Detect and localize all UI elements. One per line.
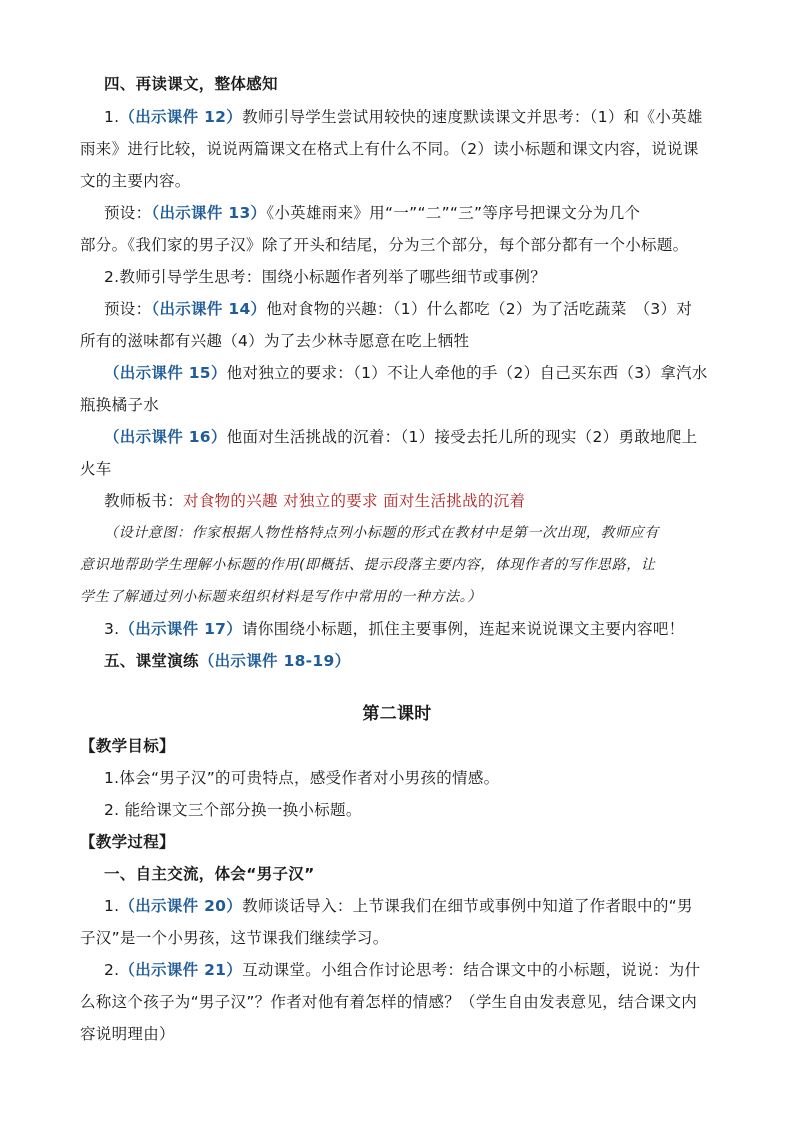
preset2-text1: 他对食物的兴趣：（1）什么都吃（2）为了活吃蔬菜 （3）对: [266, 300, 693, 318]
goals-heading: 【教学目标】: [80, 737, 175, 755]
cue16-text1: 他面对生活挑战的沉着：（1）接受去托儿所的现实（2）勇敢地爬上: [226, 428, 698, 446]
item1-text1: 教师引导学生尝试用较快的速度默读课文并思考：（1）和《小英雄: [242, 108, 703, 126]
preset1-label: 预设：: [104, 204, 152, 222]
cue16-line1: [104, 421, 794, 453]
board-content: 对食物的兴趣 对独立的要求 面对生活挑战的沉着: [183, 492, 526, 510]
cue15-line2: 瓶换橘子水: [80, 396, 160, 414]
p2-line1: [104, 954, 794, 986]
cue-14: （出示课件 14）: [151, 300, 267, 318]
preset2-line1: [104, 293, 794, 325]
design-note-line2: 意识地帮助学生理解小标题的作用(即概括、提示段落主要内容，体现作者的写作思路，让: [80, 557, 656, 573]
item3-line: [104, 613, 794, 645]
item1-line2: 雨来》进行比较，说说两篇课文在格式上有什么不同。（2）读小标题和课文内容，说说课: [80, 140, 699, 158]
item1-num: 1.: [104, 108, 120, 126]
item3-text: 请你围绕小标题，抓住主要事例，连起来说说课文主要内容吧！: [242, 620, 685, 638]
preset2-label: 预设：: [104, 300, 152, 318]
board-line: [104, 485, 794, 517]
item1-line1: [104, 101, 794, 133]
p1-num: 1.: [104, 897, 120, 915]
preset1-line1: [104, 197, 794, 229]
design-note-line3: 学生了解通过列小标题来组织材料是写作中常用的一种方法。）: [80, 589, 482, 605]
cue16-line2: 火车: [80, 460, 112, 478]
cue-20: （出示课件 20）: [119, 897, 243, 915]
cue-13: （出示课件 13）: [151, 204, 267, 222]
process-heading: 【教学过程】: [80, 833, 175, 851]
p1-line2: 子汉”是一个小男孩，这节课我们继续学习。: [80, 929, 389, 947]
cue-15: （出示课件 15）: [104, 364, 227, 382]
board-label: 教师板书：: [104, 492, 184, 510]
cue-16: （出示课件 16）: [104, 428, 227, 446]
cue-18-19: （出示课件 18-19）: [198, 652, 351, 670]
goal-2: 2. 能给课文三个部分换一换小标题。: [104, 801, 362, 819]
item2-line: 2.教师引导学生思考：围绕小标题作者列举了哪些细节或事例？: [104, 268, 546, 286]
part1-heading: 一、自主交流，体会“男子汉”: [104, 865, 315, 883]
p1-line1: [104, 890, 794, 922]
p2-text1: 互动课堂。小组合作讨论思考：结合课文中的小标题，说说：为什: [242, 961, 701, 979]
goal-1: 1.体会“男子汉”的可贵特点，感受作者对小男孩的情感。: [104, 769, 500, 787]
cue-12: （出示课件 12）: [119, 108, 243, 126]
cue-21: （出示课件 21）: [119, 961, 243, 979]
lesson2-title: 第二课时: [362, 704, 432, 724]
section4-heading: 四、再读课文，整体感知: [104, 75, 278, 93]
cue15-line1: [104, 357, 794, 389]
item3-num: 3.: [104, 620, 120, 638]
preset1-line2: 部分。《我们家的男子汉》除了开头和结尾，分为三个部分，每个部分都有一个小标题。: [80, 236, 689, 254]
item1-line3: 文的主要内容。: [80, 172, 191, 190]
cue-17: （出示课件 17）: [119, 620, 243, 638]
cue15-text1: 他对独立的要求：（1）不让人牵他的手（2）自己买东西（3）拿汽水: [226, 364, 708, 382]
p2-line3: 容说明理由）: [80, 1025, 175, 1043]
preset1-text1: 《小英雄雨来》用“一”“二”“三”等序号把课文分为几个: [266, 204, 641, 222]
section5-heading-line: [104, 645, 794, 677]
preset2-line2: 所有的滋味都有兴趣（4）为了去少林寺愿意在吃上牺牲: [80, 332, 470, 350]
p2-line2: 么称这个孩子为“男子汉”？作者对他有着怎样的情感？（学生自由发表意见，结合课文内: [80, 993, 698, 1011]
section5-heading: 五、课堂演练: [104, 652, 199, 670]
p2-num: 2.: [104, 961, 120, 979]
p1-text1: 教师谈话导入：上节课我们在细节或事例中知道了作者眼中的“男: [242, 897, 693, 915]
design-note-line1: （设计意图：作家根据人物性格特点列小标题的形式在教材中是第一次出现，教师应有: [104, 525, 659, 541]
